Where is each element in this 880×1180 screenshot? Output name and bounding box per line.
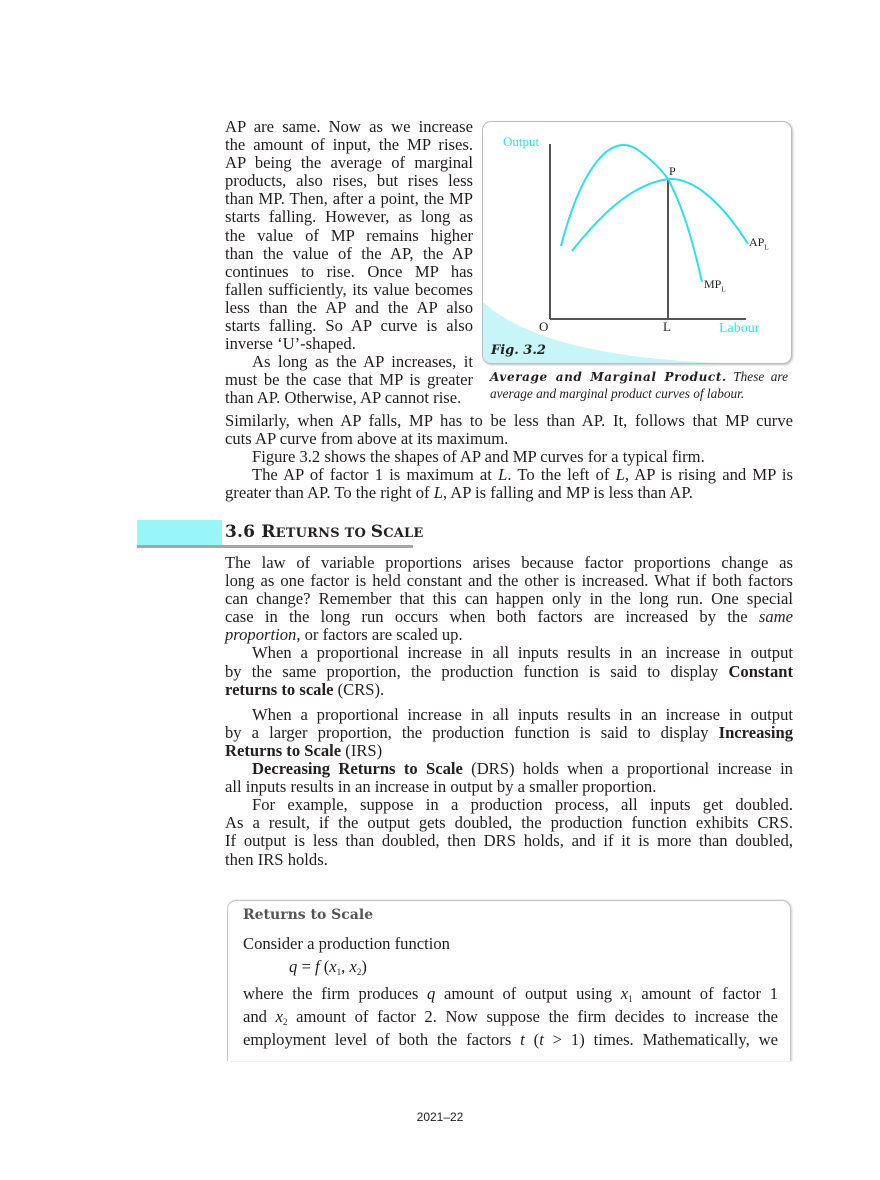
bold-term: Increasing bbox=[718, 722, 793, 742]
formula-paren: ( bbox=[319, 957, 330, 976]
section-body bbox=[225, 554, 793, 869]
text-run: amount of factor 2. Now suppose the firm decides to increase the bbox=[287, 1007, 779, 1027]
text-line bbox=[225, 626, 793, 644]
text-line: the value of MP remains higher bbox=[225, 225, 473, 245]
text-line bbox=[225, 760, 793, 778]
formula-x1: x bbox=[329, 957, 337, 976]
text-run: (CRS). bbox=[333, 679, 385, 699]
italic-run: proportion bbox=[225, 625, 297, 645]
text-line: can change? Remember that this can happen only in the long run. One special bbox=[225, 589, 793, 609]
text-line: cuts AP curve from above at its maximum. bbox=[225, 429, 509, 449]
text-line: inverse ‘U’-shaped. bbox=[225, 334, 356, 354]
text-line: As a result, if the output gets doubled, the production function exhibits CRS. bbox=[225, 813, 793, 833]
mp-curve bbox=[561, 145, 702, 282]
text-line: all inputs results in an increase in output by a smaller proportion. bbox=[225, 777, 657, 797]
section-heading-accent-bar bbox=[137, 520, 222, 545]
text-run: ( bbox=[524, 1030, 540, 1050]
text-run: employment level of both the factors bbox=[243, 1030, 521, 1050]
text-line: If output is less than doubled, then DRS holds, and if it is more than doubled, bbox=[225, 831, 793, 851]
box-body bbox=[243, 985, 778, 1049]
figure-caption bbox=[490, 369, 788, 401]
text-line bbox=[225, 681, 793, 699]
formula-sub1: 1 bbox=[336, 967, 342, 977]
text-line: fallen sufficiently, its value becomes bbox=[225, 279, 473, 299]
text-run: , AP is rising and MP is bbox=[624, 465, 793, 485]
text-line: starts falling. However, as long as bbox=[225, 207, 473, 227]
subscript: 2 bbox=[283, 1017, 288, 1028]
text-line: AP being the average of marginal bbox=[225, 153, 473, 173]
text-line: starts falling. So AP curve is also bbox=[225, 316, 473, 336]
ap-label-sub: L bbox=[764, 243, 769, 252]
title-smallcaps: TO bbox=[339, 526, 371, 541]
formula-f: f bbox=[314, 957, 320, 976]
italic-run: L bbox=[615, 465, 625, 485]
text-run: where the firm produces bbox=[243, 984, 428, 1003]
text-line: than AP. Otherwise, AP cannot rise. bbox=[225, 388, 462, 408]
caption-title: Average and Marginal Product. bbox=[490, 370, 727, 384]
production-function-formula bbox=[289, 957, 367, 977]
text-line: Similarly, when AP falls, MP has to be less than AP. It, follows that MP curve bbox=[225, 411, 793, 430]
italic-run: x bbox=[620, 984, 629, 1003]
formula-comma: , bbox=[341, 957, 350, 976]
text-line bbox=[225, 724, 793, 742]
text-run: , or factors are scaled up. bbox=[296, 625, 463, 645]
text-run: greater than AP. To the right of bbox=[225, 483, 434, 503]
section-number: 3.6 bbox=[225, 522, 256, 542]
box-intro: Consider a production function bbox=[243, 934, 450, 953]
mp-label bbox=[704, 277, 726, 293]
section-heading-rule bbox=[137, 545, 413, 548]
page-footer-year: 2021–22 bbox=[416, 1110, 464, 1124]
bold-term: Decreasing Returns to Scale bbox=[252, 759, 463, 779]
text-run: . To the left of bbox=[507, 465, 616, 485]
p-label: P bbox=[669, 164, 676, 178]
origin-label: O bbox=[539, 319, 549, 334]
italic-run: t bbox=[520, 1030, 525, 1050]
italic-run: same bbox=[758, 607, 793, 627]
section-heading bbox=[225, 522, 423, 542]
text-run: The AP of factor 1 is maximum at bbox=[252, 465, 499, 485]
text-run: amount of output using bbox=[435, 984, 621, 1003]
bold-term: returns to scale bbox=[225, 679, 334, 699]
section-title bbox=[261, 522, 423, 542]
full-width-paragraphs bbox=[225, 412, 793, 502]
l-label: L bbox=[663, 319, 671, 334]
text-line: For example, suppose in a production process, all inputs get doubled. bbox=[252, 795, 793, 815]
title-cap: S bbox=[370, 522, 384, 542]
text-line: less than the AP and the AP also bbox=[225, 297, 473, 317]
y-axis-label: Output bbox=[503, 134, 540, 149]
text-run: case in the long run occurs when both factors are increased by the bbox=[225, 607, 759, 627]
bold-term: Constant bbox=[728, 661, 793, 681]
text-line: When a proportional increase in all inputs results in an increase in output bbox=[252, 643, 793, 663]
text-line: than MP. Then, after a point, the MP bbox=[225, 189, 473, 209]
formula-x2: x bbox=[349, 957, 357, 976]
x-axis-label: Labour bbox=[719, 321, 760, 336]
text-line: then IRS holds. bbox=[225, 849, 328, 869]
text-line: the amount of input, the MP rises. bbox=[225, 135, 473, 155]
text-run: by a larger proportion, the production function is said to display bbox=[225, 722, 719, 742]
text-line bbox=[225, 742, 793, 760]
italic-run: x bbox=[275, 1007, 283, 1027]
formula-q: q bbox=[289, 957, 298, 976]
ap-label-text: AP bbox=[749, 235, 765, 249]
mp-label-sub: L bbox=[721, 285, 726, 294]
text-run: > 1) times. Mathematically, we bbox=[543, 1030, 778, 1050]
title-smallcaps: CALE bbox=[383, 526, 424, 541]
text-line: AP are same. Now as we increase bbox=[225, 117, 473, 136]
mp-label-text: MP bbox=[704, 277, 722, 291]
text-line: products, also rises, but rises less bbox=[225, 171, 473, 191]
text-run: (DRS) holds when a proportional increase in bbox=[462, 759, 793, 779]
text-run: amount of factor 1 bbox=[632, 984, 778, 1003]
text-line: must be the case that MP is greater bbox=[225, 370, 473, 390]
text-line: The law of variable proportions arises because factor proportions change as bbox=[225, 553, 793, 572]
left-column-paragraph bbox=[225, 118, 473, 408]
caption-text: These are bbox=[726, 369, 788, 384]
text-line: continues to rise. Once MP has bbox=[225, 261, 473, 281]
text-line bbox=[225, 466, 793, 484]
box-title: Returns to Scale bbox=[243, 907, 374, 923]
text-line bbox=[243, 1008, 778, 1031]
figure-3-2 bbox=[482, 121, 792, 364]
formula-equals: = bbox=[297, 957, 315, 976]
bold-term: Returns to Scale bbox=[225, 740, 342, 760]
subscript: 1 bbox=[628, 994, 633, 1004]
text-line bbox=[225, 484, 793, 502]
figure-number: Fig. 3.2 bbox=[491, 343, 546, 358]
text-line: When a proportional increase in all inputs results in an increase in output bbox=[252, 704, 793, 724]
formula-paren: ) bbox=[361, 957, 367, 976]
text-line: than the value of the AP, the AP bbox=[225, 243, 473, 263]
text-line bbox=[225, 608, 793, 626]
text-run: , AP is falling and MP is less than AP. bbox=[442, 483, 693, 503]
formula-sub2: 2 bbox=[356, 967, 362, 977]
text-line: As long as the AP increases, it bbox=[252, 352, 473, 372]
italic-run: L bbox=[498, 465, 508, 485]
text-run: by the same proportion, the production function is said to display bbox=[225, 661, 729, 681]
caption-line bbox=[490, 369, 788, 386]
text-run: and bbox=[243, 1007, 276, 1027]
title-cap: R bbox=[261, 522, 276, 542]
ap-curve bbox=[572, 179, 748, 251]
text-line bbox=[243, 985, 778, 1008]
title-smallcaps: ETURNS bbox=[275, 526, 340, 541]
text-line: long as one factor is held constant and the other is increased. What if both factors bbox=[225, 571, 793, 591]
italic-run: t bbox=[539, 1030, 544, 1050]
caption-line: average and marginal product curves of labour. bbox=[490, 385, 745, 401]
italic-run: L bbox=[433, 483, 443, 503]
text-line bbox=[225, 663, 793, 681]
italic-run: q bbox=[427, 984, 436, 1003]
text-run: (IRS) bbox=[341, 740, 383, 760]
ap-label bbox=[749, 235, 769, 251]
text-line: Figure 3.2 shows the shapes of AP and MP curves for a typical firm. bbox=[252, 447, 705, 467]
text-line bbox=[243, 1031, 778, 1049]
